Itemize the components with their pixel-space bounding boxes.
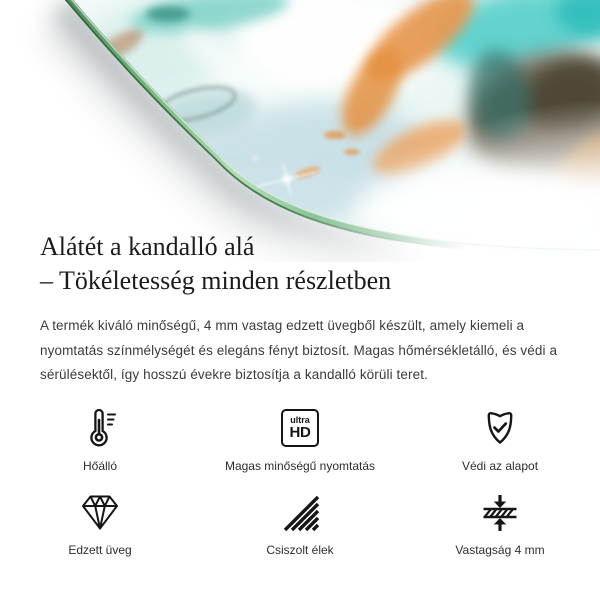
diamond-icon — [78, 488, 122, 536]
title-line-2: – Tökéletesség minden részletben — [40, 266, 392, 295]
shield-check-icon — [478, 404, 522, 452]
feature-grid — [0, 398, 600, 564]
ultra-hd-text-top: ultra — [290, 415, 310, 425]
feature-tempered-glass — [0, 482, 200, 564]
thickness-icon — [478, 488, 522, 536]
polished-edges-icon — [278, 488, 322, 536]
title-line-1: Alátét a kandalló alá — [40, 232, 255, 261]
feature-label: Védi az alapot — [461, 459, 539, 473]
thermometer-icon — [78, 404, 122, 452]
ultra-hd-text-bottom: HD — [289, 424, 311, 441]
feature-thickness — [400, 482, 600, 564]
description-section — [40, 230, 566, 388]
feature-label: Edzett üveg — [68, 543, 132, 557]
feature-label: Csiszolt élek — [266, 543, 334, 557]
product-description: A termék kiváló minőségű, 4 mm vastag edzett üvegből készült, amely kiemeli a nyomtatás színmélységét és elegáns fényt biztosít. Magas hőmérsékletálló, és védi a sérülésektől, így hosszú évekre biztosítja a kandalló körüli teret. — [40, 318, 558, 382]
feature-label: Magas minőségű nyomtatás — [224, 459, 376, 473]
feature-protects-base — [400, 398, 600, 480]
feature-polished-edges — [200, 482, 400, 564]
feature-label: Hőálló — [82, 459, 118, 473]
page-title — [40, 230, 566, 298]
feature-heat-resistant — [0, 398, 200, 480]
feature-ultra-hd-print — [200, 398, 400, 480]
product-image — [0, 0, 600, 262]
feature-label: Vastagság 4 mm — [455, 543, 545, 557]
ultra-hd-icon — [281, 404, 319, 452]
